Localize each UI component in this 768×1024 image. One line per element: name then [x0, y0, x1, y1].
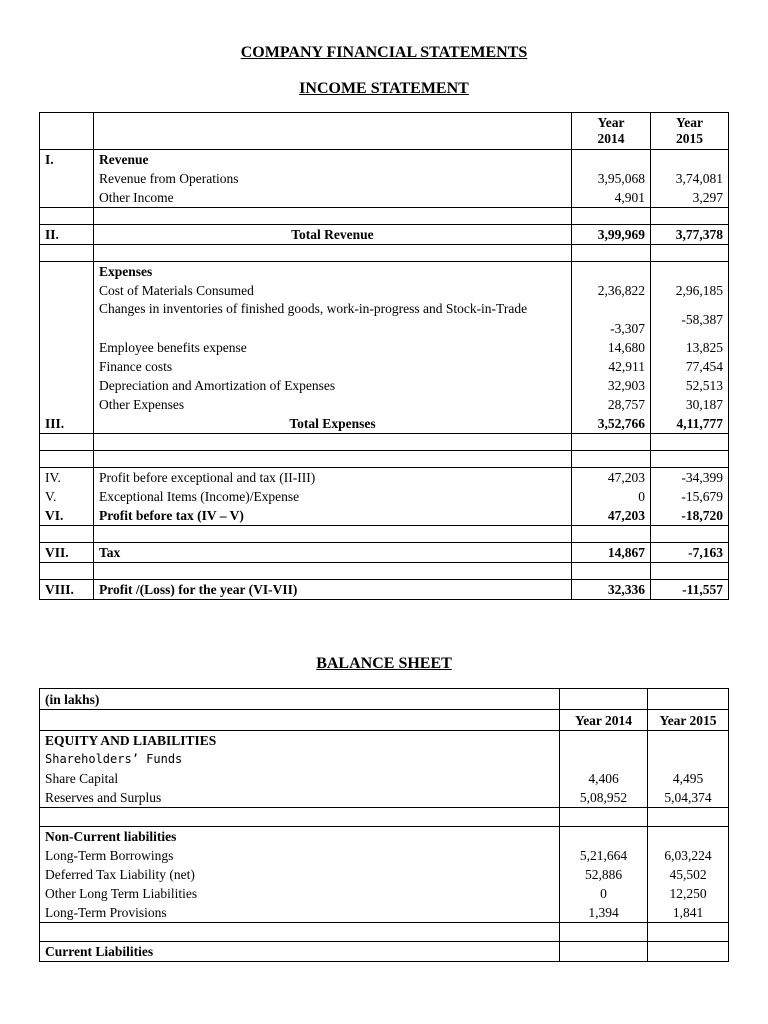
revenue-heading: Revenue [94, 150, 572, 170]
table-row [40, 846, 729, 865]
table-row [40, 338, 729, 357]
row-label: Long-Term Borrowings [40, 846, 560, 865]
table-row [40, 884, 729, 903]
col-header-2015: Year 2015 [651, 113, 729, 150]
table-row [40, 281, 729, 300]
value-2015: 45,502 [648, 865, 729, 884]
table-row [40, 750, 729, 769]
table-row [40, 788, 729, 808]
row-label: Employee benefits expense [94, 338, 572, 357]
section-number: II. [40, 225, 94, 245]
value-2014: 1,394 [560, 903, 648, 923]
value-2015: 52,513 [651, 376, 729, 395]
table-row [40, 262, 729, 282]
row-label: Share Capital [40, 769, 560, 788]
row-label: Cost of Materials Consumed [94, 281, 572, 300]
table-row [40, 689, 729, 710]
table-row [40, 580, 729, 600]
spacer-row [40, 526, 729, 543]
value-2015: 12,250 [648, 884, 729, 903]
row-label: Exceptional Items (Income)/Expense [94, 487, 572, 506]
table-row [40, 865, 729, 884]
row-label: Other Expenses [94, 395, 572, 414]
row-label: Finance costs [94, 357, 572, 376]
total-expenses-label: Total Expenses [94, 414, 572, 434]
value-2014: 4,901 [572, 188, 651, 208]
income-statement-table [39, 112, 729, 600]
table-row [40, 942, 729, 962]
table-row [40, 769, 729, 788]
section-number: V. [40, 487, 94, 506]
value-2014: 14,867 [572, 543, 651, 563]
balance-sheet-title: BALANCE SHEET [316, 655, 452, 672]
table-row [40, 357, 729, 376]
table-row [40, 543, 729, 563]
units-label: (in lakhs) [40, 689, 560, 710]
value-2015: 6,03,224 [648, 846, 729, 865]
table-header-row [40, 710, 729, 731]
row-label: Depreciation and Amortization of Expenses [94, 376, 572, 395]
balance-sheet-table [39, 688, 729, 962]
value-2015: -58,387 [651, 300, 729, 338]
row-label: Other Long Term Liabilities [40, 884, 560, 903]
expenses-heading: Expenses [94, 262, 572, 282]
row-label: Reserves and Surplus [40, 788, 560, 808]
value-2015: 5,04,374 [648, 788, 729, 808]
value-2014: 42,911 [572, 357, 651, 376]
value-2014: 47,203 [572, 468, 651, 488]
value-2014: 5,08,952 [560, 788, 648, 808]
table-row [40, 827, 729, 847]
value-2014: 47,203 [572, 506, 651, 526]
value-2015: -15,679 [651, 487, 729, 506]
value-2015: 4,495 [648, 769, 729, 788]
spacer-row [40, 808, 729, 827]
spacer-row [40, 245, 729, 262]
value-2015: 77,454 [651, 357, 729, 376]
table-row [40, 506, 729, 526]
total-revenue-label: Total Revenue [94, 225, 572, 245]
value-2014: -3,307 [572, 300, 651, 338]
table-row [40, 150, 729, 170]
current-liabilities-heading: Current Liabilities [40, 942, 560, 962]
table-row [40, 414, 729, 434]
value-2015: 3,77,378 [651, 225, 729, 245]
spacer-row [40, 451, 729, 468]
value-2015: -18,720 [651, 506, 729, 526]
spacer-row [40, 923, 729, 942]
row-label: Tax [94, 543, 572, 563]
section-number: VI. [40, 506, 94, 526]
value-2014: 0 [560, 884, 648, 903]
income-statement-title: INCOME STATEMENT [299, 80, 469, 97]
spacer-row [40, 434, 729, 451]
spacer-row [40, 208, 729, 225]
value-2014: 52,886 [560, 865, 648, 884]
noncurrent-heading: Non-Current liabilities [40, 827, 560, 847]
table-row [40, 395, 729, 414]
value-2014: 2,36,822 [572, 281, 651, 300]
value-2015: 2,96,185 [651, 281, 729, 300]
section-number: VII. [40, 543, 94, 563]
table-row [40, 300, 729, 338]
value-2014: 5,21,664 [560, 846, 648, 865]
value-2015: 30,187 [651, 395, 729, 414]
row-label: Revenue from Operations [94, 169, 572, 188]
value-2015: -11,557 [651, 580, 729, 600]
row-label: Profit before exceptional and tax (II-III) [94, 468, 572, 488]
value-2014: 32,903 [572, 376, 651, 395]
equity-heading: EQUITY AND LIABILITIES [40, 731, 560, 751]
row-label: Shareholders’ Funds [40, 750, 560, 769]
spacer-row [40, 563, 729, 580]
col-header-2014: Year 2014 [560, 710, 648, 731]
row-label: Deferred Tax Liability (net) [40, 865, 560, 884]
value-2014: 28,757 [572, 395, 651, 414]
value-2015: 4,11,777 [651, 414, 729, 434]
section-number: I. [40, 150, 94, 170]
value-2014: 3,99,969 [572, 225, 651, 245]
table-row [40, 188, 729, 208]
table-row [40, 731, 729, 751]
value-2015: -7,163 [651, 543, 729, 563]
value-2015: 3,297 [651, 188, 729, 208]
table-row [40, 169, 729, 188]
row-label: Profit /(Loss) for the year (VI-VII) [94, 580, 572, 600]
table-row [40, 225, 729, 245]
row-label: Profit before tax (IV – V) [94, 506, 572, 526]
row-label: Other Income [94, 188, 572, 208]
table-header-row [40, 113, 729, 150]
value-2015: 1,841 [648, 903, 729, 923]
value-2015: 13,825 [651, 338, 729, 357]
value-2014: 14,680 [572, 338, 651, 357]
document-title: COMPANY FINANCIAL STATEMENTS [240, 44, 528, 61]
section-number: VIII. [40, 580, 94, 600]
section-number: III. [40, 414, 94, 434]
value-2014: 3,95,068 [572, 169, 651, 188]
section-number: IV. [40, 468, 94, 488]
table-row [40, 903, 729, 923]
value-2014: 4,406 [560, 769, 648, 788]
col-header-2015: Year 2015 [648, 710, 729, 731]
value-2015: -34,399 [651, 468, 729, 488]
table-row [40, 376, 729, 395]
value-2015: 3,74,081 [651, 169, 729, 188]
value-2014: 3,52,766 [572, 414, 651, 434]
value-2014: 0 [572, 487, 651, 506]
table-row [40, 468, 729, 488]
col-header-2014: Year 2014 [572, 113, 651, 150]
value-2014: 32,336 [572, 580, 651, 600]
row-label: Long-Term Provisions [40, 903, 560, 923]
table-row [40, 487, 729, 506]
row-label: Changes in inventories of finished goods, work-in-progress and Stock-in-Trade [94, 300, 572, 338]
